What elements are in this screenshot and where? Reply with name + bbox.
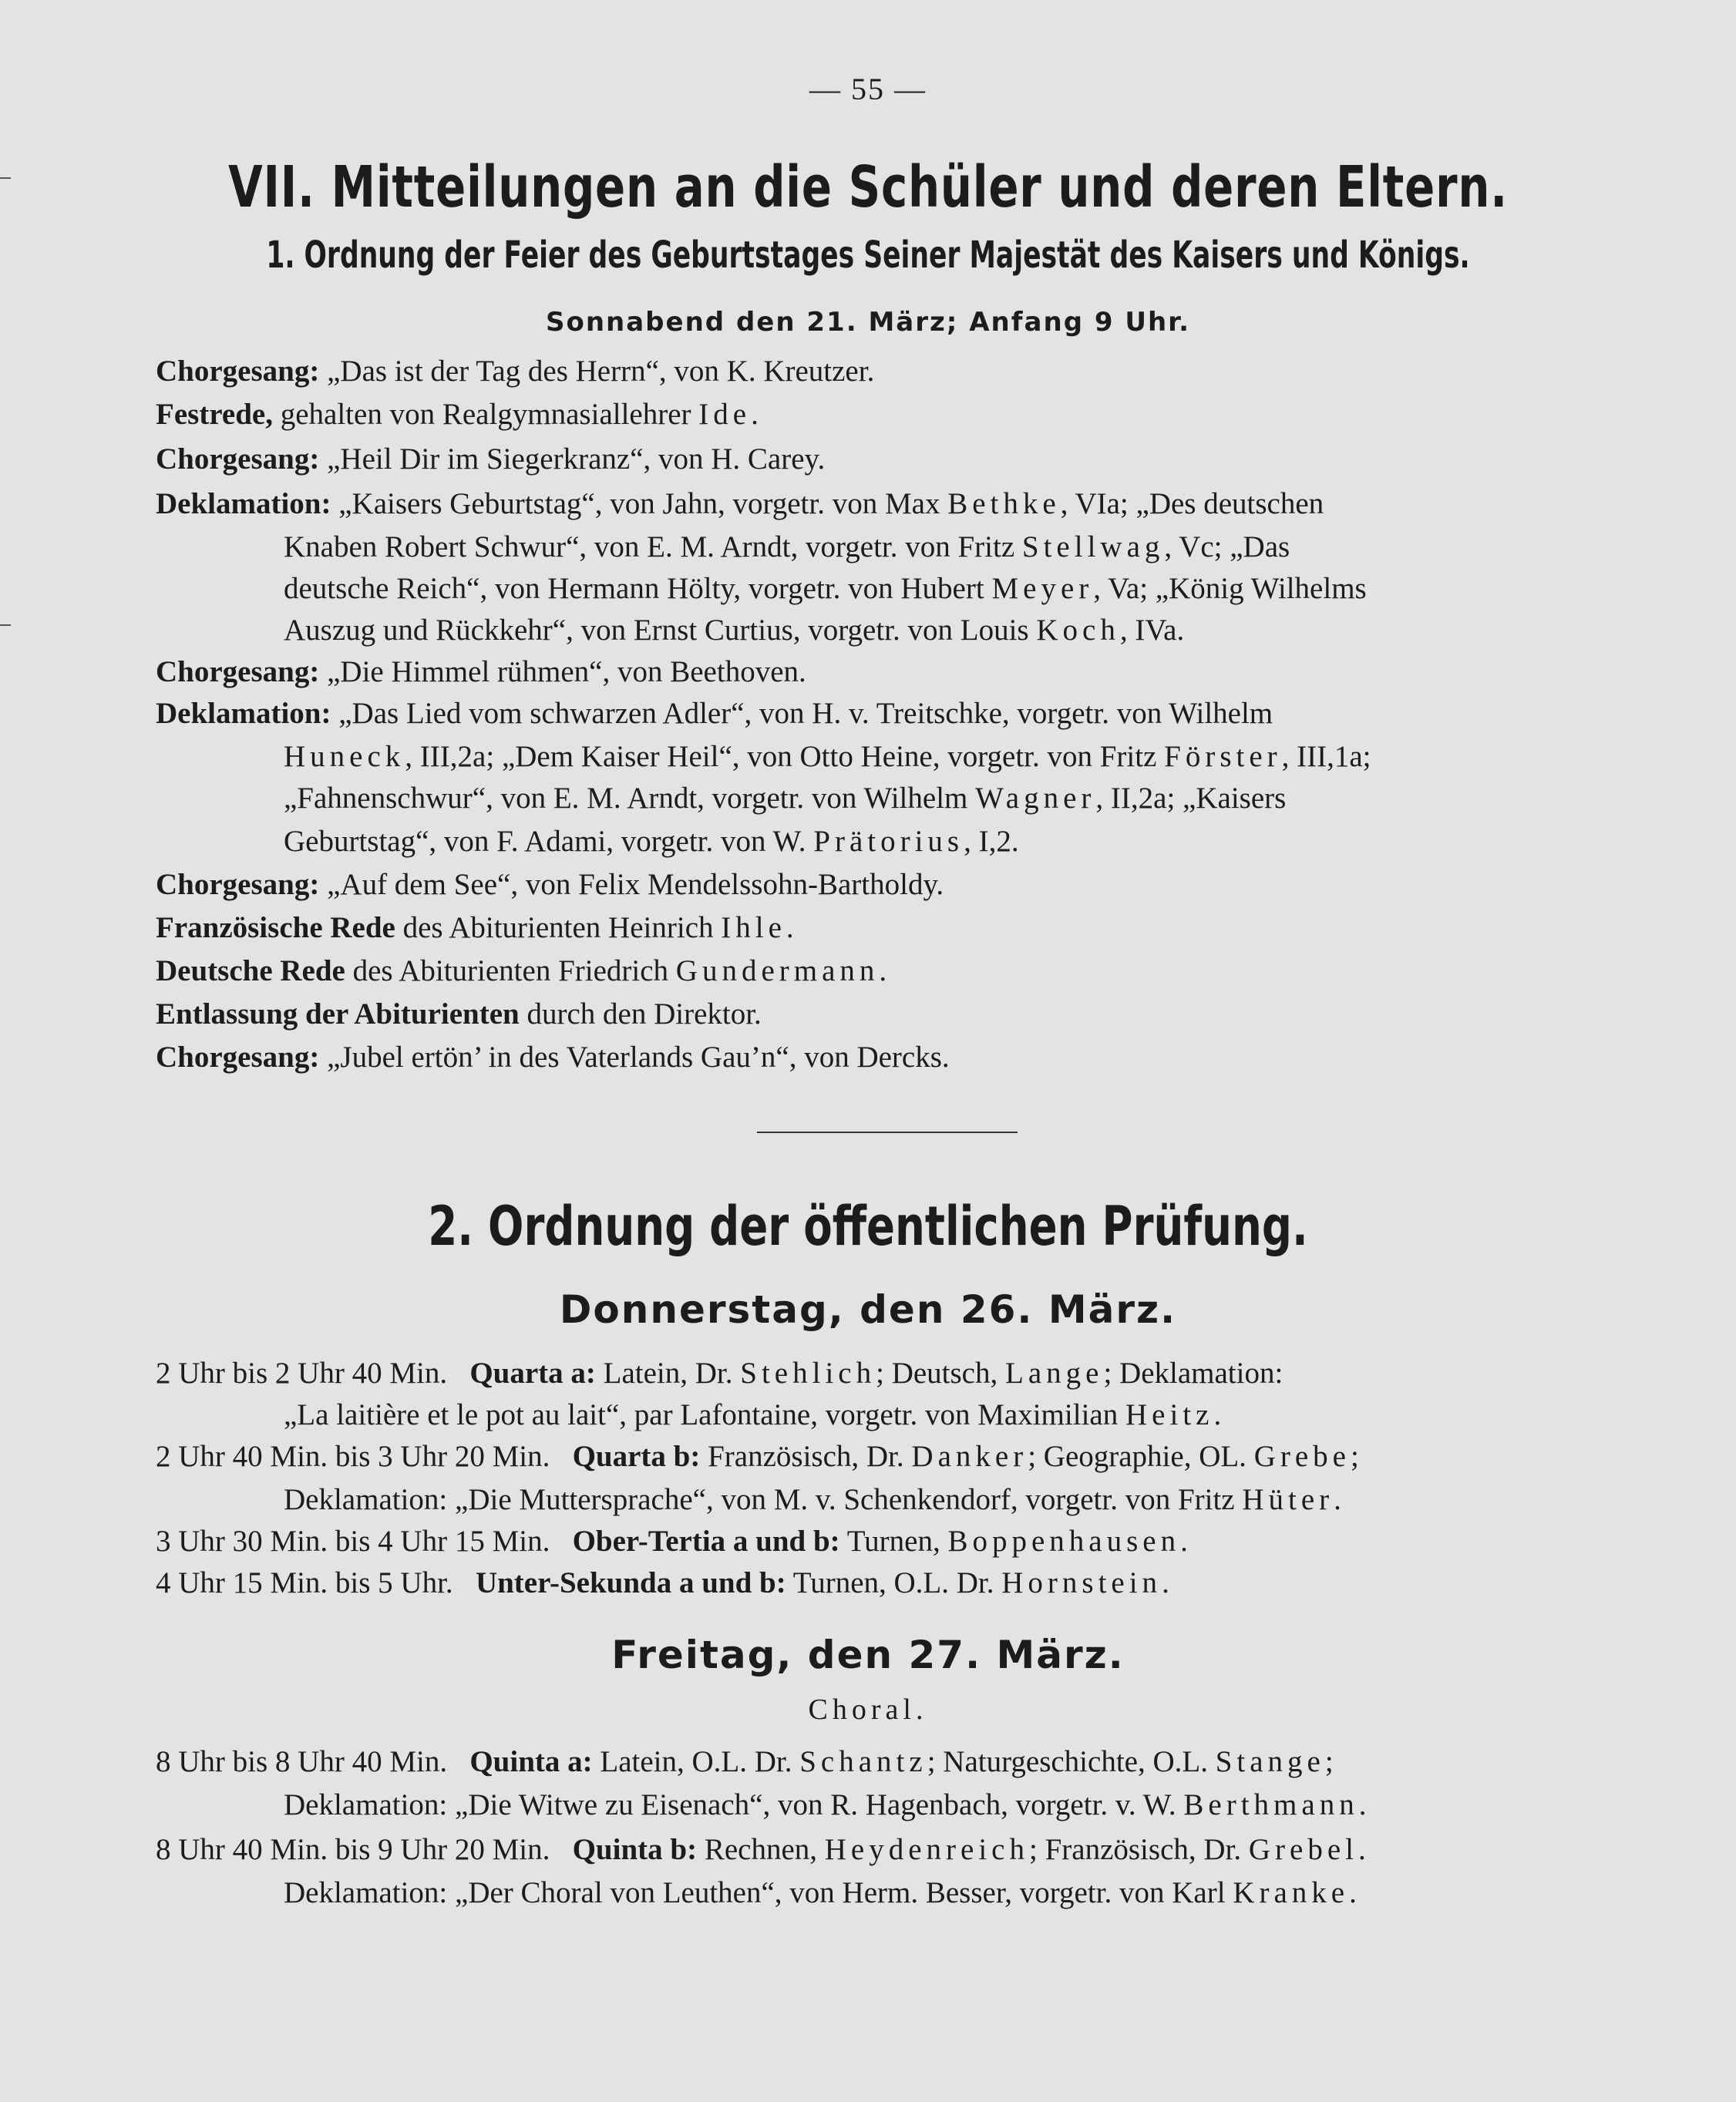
schedule-row: 8 Uhr bis 8 Uhr 40 Min. Quinta a: Latein, O.L. Dr. Schantz; Naturgeschichte, O.L. Stange; [156,1745,1334,1778]
program-line: Chorgesang: „Jubel ertön’ in des Vaterlands Gau’n“, von Dercks. [156,1041,950,1074]
program-line: deutsche Reich“, von Hermann Hölty, vorgetr. von Hubert Meyer, Va; „König Wilhelms [284,572,1367,605]
schedule-row: 3 Uhr 30 Min. bis 4 Uhr 15 Min. Ober-Tertia a und b: Turnen, Boppenhausen. [156,1525,1188,1558]
program-line: Auszug und Rückkehr“, von Ernst Curtius, vorgetr. von Louis Koch, IVa. [284,614,1185,647]
schedule-row: 2 Uhr 40 Min. bis 3 Uhr 20 Min. Quarta b: Französisch, Dr. Danker; Geographie, OL. Grebe; [156,1440,1359,1473]
event-date: Sonnabend den 21. März; Anfang 9 Uhr. [545,307,1191,338]
program-line: Entlassung der Abiturienten durch den Direktor. [156,997,762,1031]
section-heading: VII. Mitteilungen an die Schüler und deren Eltern. [228,154,1508,220]
schedule-row: Deklamation: „Die Witwe zu Eisenach“, von R. Hagenbach, vorgetr. v. W. Berthmann. [284,1788,1367,1821]
section-heading: 2. Ordnung der öffentlichen Prüfung. [428,1195,1308,1258]
program-line: Deklamation: „Kaisers Geburtstag“, von Jahn, vorgetr. von Max Bethke, VIa; „Des deutschen [156,487,1324,520]
divider [757,1132,1018,1133]
day-heading: Freitag, den 27. März. [611,1633,1125,1677]
schedule-row: Deklamation: „Der Choral von Leuthen“, von Herm. Besser, vorgetr. von Karl Kranke. [284,1876,1357,1909]
program-line: Französische Rede des Abiturienten Heinrich Ihle. [156,911,794,944]
program-line: Chorgesang: „Das ist der Tag des Herrn“, von K. Kreutzer. [156,355,875,388]
program-line: Chorgesang: „Die Himmel rühmen“, von Beethoven. [156,655,806,688]
page-number: — 55 — [809,72,927,106]
program-line: Chorgesang: „Heil Dir im Siegerkranz“, von H. Carey. [156,442,826,476]
program-line: Deklamation: „Das Lied vom schwarzen Adler“, von H. v. Treitschke, vorgetr. von Wilhelm [156,697,1273,730]
program-line: „Fahnenschwur“, von E. M. Arndt, vorgetr. von Wilhelm Wagner, II,2a; „Kaisers [284,782,1287,815]
program-line: Knaben Robert Schwur“, von E. M. Arndt, vorgetr. von Fritz Stellwag, Vc; „Das [284,530,1290,563]
program-line: Chorgesang: „Auf dem See“, von Felix Mendelssohn-Bartholdy. [156,868,944,901]
margin-mark [0,624,11,626]
program-line: Festrede, gehalten von Realgymnasiallehrer Ide. [156,398,759,431]
schedule-row: 8 Uhr 40 Min. bis 9 Uhr 20 Min. Quinta b: Rechnen, Heydenreich; Französisch, Dr. Grebel. [156,1833,1366,1866]
program-line: Deutsche Rede des Abiturienten Friedrich Gundermann. [156,954,887,987]
program-line: Geburtstag“, von F. Adami, vorgetr. von W. Prätorius, I,2. [284,825,1019,858]
subheading: 1. Ordnung der Feier des Geburtstages Seiner Majestät des Kaisers und Königs. [266,234,1470,277]
schedule-row: 2 Uhr bis 2 Uhr 40 Min. Quarta a: Latein, Dr. Stehlich; Deutsch, Lange; Deklamation: [156,1357,1283,1390]
schedule-row: Deklamation: „Die Muttersprache“, von M. v. Schenkendorf, vorgetr. von Fritz Hüter. [284,1483,1341,1516]
schedule-row: „La laitière et le pot au lait“, par Lafontaine, vorgetr. von Maximilian Heitz. [284,1398,1222,1431]
day-heading: Donnerstag, den 26. März. [559,1287,1177,1332]
margin-mark [0,177,11,179]
choral-label: Choral. [808,1693,928,1726]
program-line: Huneck, III,2a; „Dem Kaiser Heil“, von Otto Heine, vorgetr. von Fritz Förster, III,1a; [284,740,1371,773]
schedule-row: 4 Uhr 15 Min. bis 5 Uhr. Unter-Sekunda a und b: Turnen, O.L. Dr. Hornstein. [156,1566,1169,1599]
